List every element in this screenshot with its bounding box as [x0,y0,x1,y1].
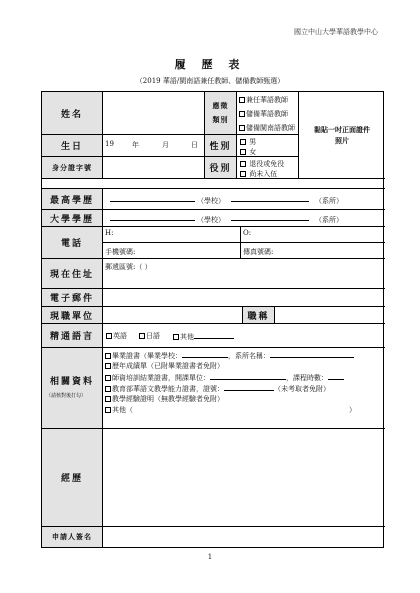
doc-other-label: 其他（ [112,406,133,414]
phone-office-label: O: [243,229,252,237]
doc-other[interactable] [105,405,133,415]
mobile-label: 手機號碼: [105,248,136,256]
photo-instruction: 黏貼一吋正面證件照片 [314,125,370,145]
doc-certificate-label: 教育部華語文教學能力證書，證號： [112,385,224,393]
employer-field[interactable] [102,306,242,323]
birth-month-unit: 月 [162,141,169,149]
language-other-underline [194,331,234,339]
address-label: 現在住址 [42,258,102,288]
doc-school-underline [182,350,228,358]
form-title: 履 歷 表 [174,58,246,71]
service-option-done[interactable] [240,159,284,169]
position-options [236,92,298,134]
doc-experience-label: 教學經驗證明（無教學經驗者免附） [112,395,224,403]
doc-transcript-label: 歷年成績單（已附畢業證書者免附） [112,362,224,370]
dept-underline [231,194,309,202]
signature-label: 申請人簽名 [42,526,102,547]
checkbox-icon[interactable] [240,161,246,167]
checkbox-icon[interactable] [106,333,112,339]
doc-certificate[interactable] [105,383,330,394]
checkbox-icon[interactable] [239,125,245,131]
gender-male-label: 男 [249,138,257,146]
language-option-english[interactable] [106,331,127,341]
name-label: 姓名 [42,92,102,134]
dept-underline [231,213,309,221]
row-divider [42,178,385,188]
school-underline [110,194,195,202]
dept-hint: （系所） [315,197,343,205]
service-pending-label: 尚未入伍 [249,170,278,178]
birth-year-prefix: 19 [105,140,114,148]
phone-office-field[interactable] [240,226,385,242]
gender-female-label: 女 [249,148,257,156]
id-label: 身分證字號 [42,156,102,178]
job-title-label: 職稱 [242,306,274,323]
service-done-label: 退役或免役 [249,160,285,168]
documents-label: 相關資料 [49,377,94,387]
documents-note: （請核對後打勾） [46,393,87,399]
doc-diploma[interactable] [105,350,354,361]
job-title-field[interactable] [274,306,385,323]
school-hint: （學校） [197,216,225,224]
resume-form [41,91,384,548]
education-highest-field[interactable] [102,188,385,209]
signature-field[interactable] [102,526,385,547]
checkbox-icon[interactable] [139,333,145,339]
language-english-label: 英語 [113,332,127,340]
employer-label: 現職單位 [42,306,102,323]
email-field[interactable] [102,288,385,306]
documents-label-cell [42,347,102,428]
address-field[interactable] [102,258,385,288]
checkbox-icon[interactable] [240,139,246,145]
doc-certificate-note: （未考取者免附） [274,385,330,393]
documents-field [102,347,385,428]
fax-field[interactable] [240,242,385,258]
photo-box[interactable] [298,92,385,178]
checkbox-icon[interactable] [173,334,179,340]
language-option-other[interactable] [173,331,234,342]
languages-field [102,323,385,347]
phone-home-label: H: [105,229,114,237]
position-option-2[interactable] [239,109,288,119]
education-university-field[interactable] [102,209,385,226]
checkbox-icon[interactable] [105,386,111,392]
doc-hours-label: ，課程時數： [286,374,328,382]
doc-diploma-label: 畢業證書（畢業學校： [112,352,182,360]
checkbox-icon[interactable] [105,353,111,359]
phone-label: 電話 [42,226,102,258]
checkbox-icon[interactable] [105,407,111,413]
position-option-2-label: 儲備華語教師 [246,110,288,118]
checkbox-icon[interactable] [105,375,111,381]
birth-field[interactable] [102,134,204,156]
school-underline [110,213,195,221]
doc-transcript[interactable] [105,361,224,371]
gender-option-male[interactable] [240,137,256,147]
position-option-1[interactable] [239,95,288,105]
doc-other-close: ） [349,406,356,414]
dept-hint: （系所） [315,216,343,224]
service-label: 役別 [204,156,236,178]
checkbox-icon[interactable] [239,97,245,103]
position-option-3-label: 儲備閩南語教師 [246,124,295,132]
postal-code-label: 郵遞區號:（ ） [105,263,152,271]
email-label: 電子郵件 [42,288,102,306]
page-number: 1 [207,553,213,561]
school-hint: （學校） [197,197,225,205]
experience-field[interactable] [102,428,385,526]
language-option-japanese[interactable] [139,331,160,341]
education-highest-label: 最高學歷 [42,188,102,209]
doc-training[interactable] [105,372,344,383]
checkbox-icon[interactable] [240,149,246,155]
doc-hours-underline [328,372,344,380]
language-japanese-label: 日語 [146,332,160,340]
birth-year-unit: 年 [132,141,139,149]
education-university-label: 大學學歷 [42,209,102,226]
checkbox-icon[interactable] [240,171,246,177]
phone-home-field[interactable] [102,226,240,242]
birth-label: 生日 [42,134,102,156]
checkbox-icon[interactable] [239,111,245,117]
fax-label: 傳真號碼: [243,248,274,256]
service-options [236,156,298,178]
doc-experience[interactable] [105,394,224,404]
position-option-3[interactable] [239,123,295,133]
gender-options [236,134,298,156]
language-other-label: 其他 [180,333,194,341]
position-label-text: 應徵類別 [212,102,229,124]
languages-label: 精通語言 [42,323,102,347]
form-subtitle: （2019 華語/閩南語兼任教師、儲備教師甄選） [135,77,285,85]
doc-dept-label: ，系所名稱： [228,352,270,360]
gender-label: 性別 [204,134,236,156]
birth-day-unit: 日 [191,141,198,149]
id-field[interactable] [102,156,204,178]
doc-certificate-underline [224,383,274,391]
mobile-field[interactable] [102,242,240,258]
doc-training-underline [210,372,286,380]
checkbox-icon[interactable] [105,363,111,369]
doc-dept-underline [270,350,354,358]
name-field[interactable] [102,92,204,134]
experience-label: 經歷 [42,428,102,526]
position-label [204,92,236,134]
checkbox-icon[interactable] [105,396,111,402]
doc-training-label: 師資培訓結業證書，開課單位： [112,374,210,382]
position-option-1-label: 兼任華語教師 [246,96,288,104]
institution-header: 國立中山大學華語教學中心 [294,28,378,36]
